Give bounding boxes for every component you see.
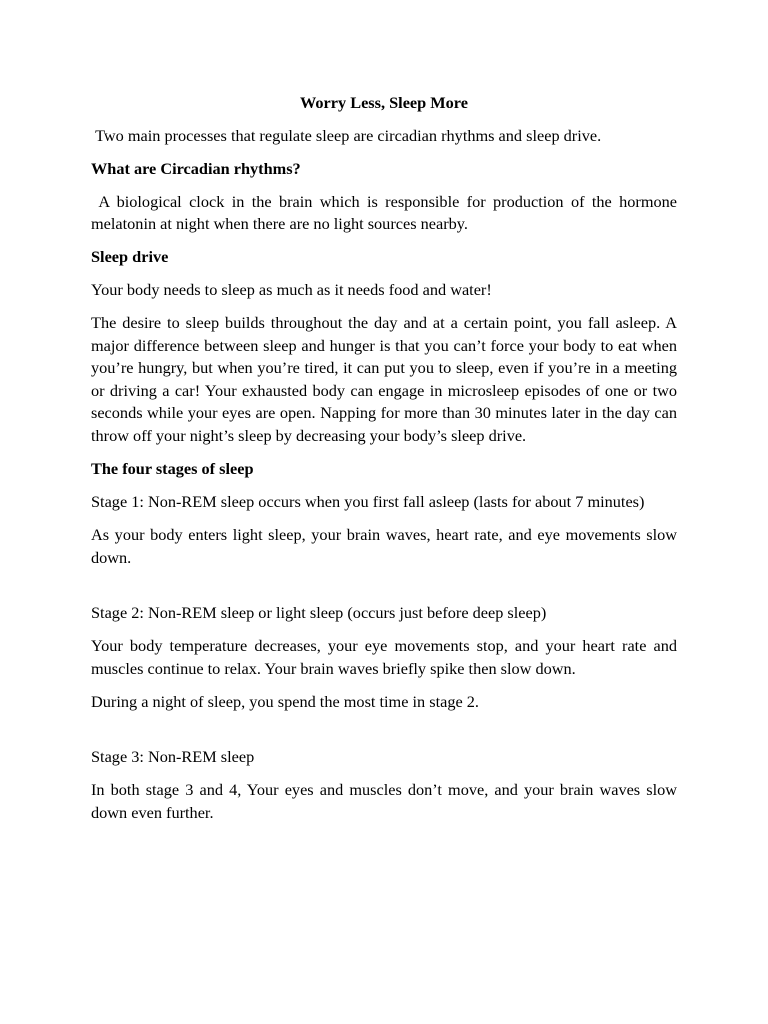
stage-3-detail-paragraph: In both stage 3 and 4, Your eyes and muscles don’t move, and your brain waves slow down even further. bbox=[91, 780, 677, 822]
stage-1-paragraph: Stage 1: Non-REM sleep occurs when you first fall asleep (lasts for about 7 minutes) bbox=[91, 492, 645, 512]
stage-2-paragraph: Stage 2: Non-REM sleep or light sleep (occurs just before deep sleep) bbox=[91, 603, 547, 623]
document-page bbox=[91, 92, 682, 835]
sleep-drive-paragraph-1: Your body needs to sleep as much as it needs food and water! bbox=[91, 280, 492, 300]
stages-heading: The four stages of sleep bbox=[91, 459, 254, 479]
sleep-drive-paragraph-2: The desire to sleep builds throughout the day and at a certain point, you fall asleep. A major difference between sleep and hunger is that you can’t force your body to eat when you’re hungry, but when you’re tired, it can put you to sleep, even if you’re in a meeting or driving a car! Your exhausted body can engage in microsleep episodes of one or two seconds while your eyes are open. Napping for more than 30 minutes later in the day can throw off your night’s sleep by decreasing your body’s sleep drive. bbox=[91, 313, 677, 446]
stage-2-note-paragraph: During a night of sleep, you spend the most time in stage 2. bbox=[91, 691, 479, 711]
blank-line bbox=[91, 724, 677, 747]
intro-paragraph: Two main processes that regulate sleep are circadian rhythms and sleep drive. bbox=[91, 125, 602, 145]
circadian-heading: What are Circadian rhythms? bbox=[91, 158, 301, 178]
document-title: Worry Less, Sleep More bbox=[300, 93, 468, 112]
stage-2-detail-paragraph: Your body temperature decreases, your eye movements stop, and your heart rate and muscles continue to relax. Your brain waves briefly spike then slow down. bbox=[91, 636, 677, 678]
sleep-drive-heading: Sleep drive bbox=[91, 247, 169, 267]
blank-line bbox=[91, 580, 677, 603]
stage-1-detail-paragraph: As your body enters light sleep, your brain waves, heart rate, and eye movements slow down. bbox=[91, 525, 677, 567]
stage-3-paragraph: Stage 3: Non-REM sleep bbox=[91, 747, 255, 767]
circadian-paragraph: A biological clock in the brain which is responsible for production of the hormone melatonin at night when there are no light sources nearby. bbox=[91, 191, 682, 234]
